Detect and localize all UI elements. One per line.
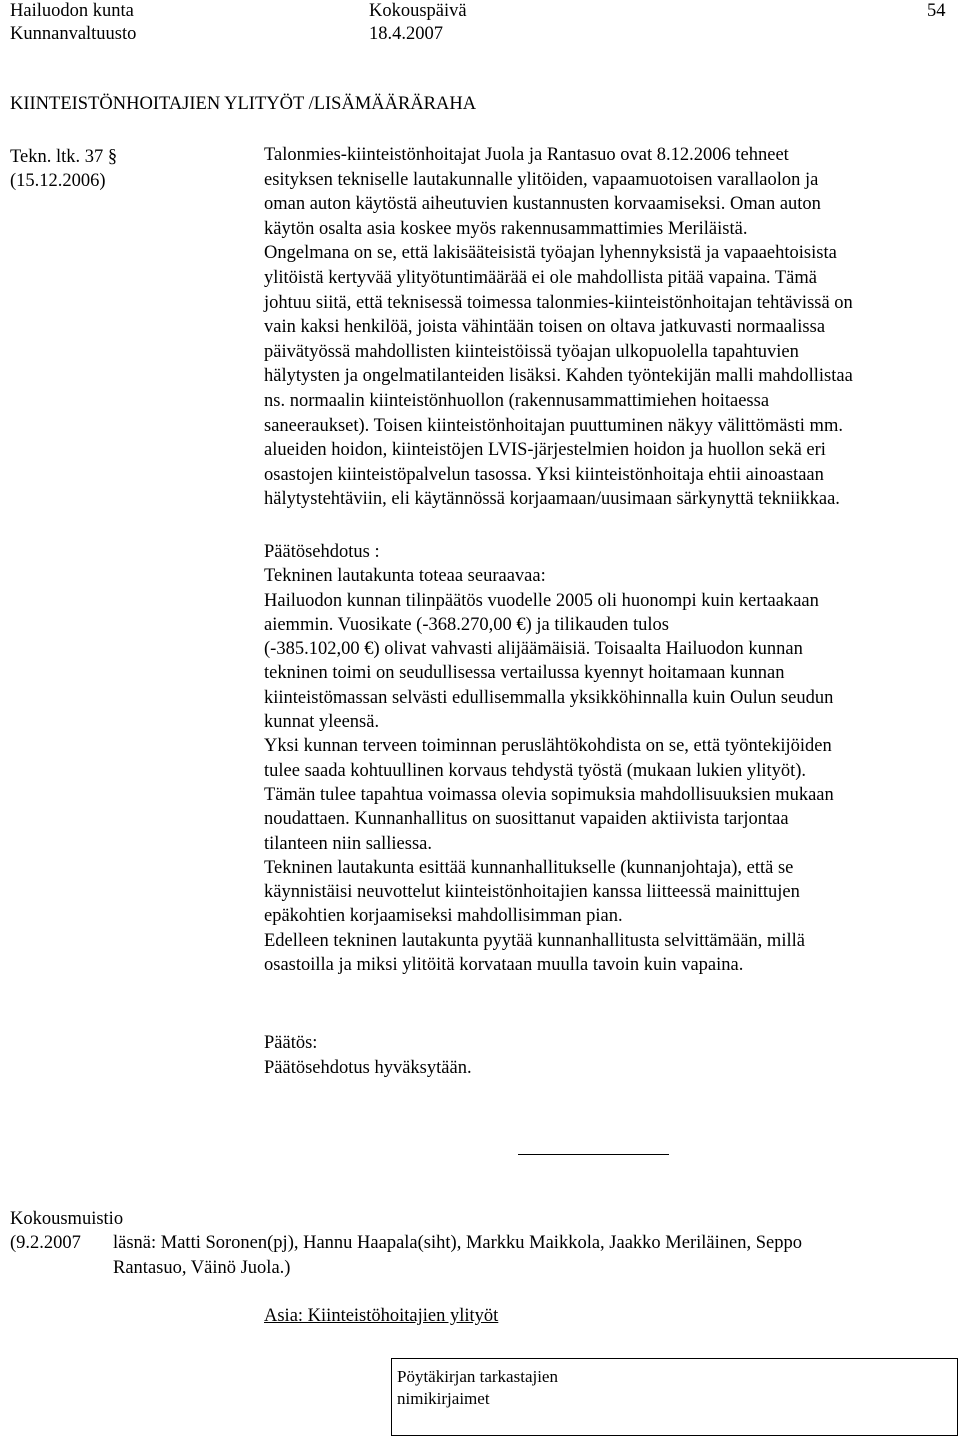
minutes-date: (9.2.2007 [10,1233,81,1253]
meeting-date-label: Kokouspäivä [369,1,467,21]
body-line: saneeraukset). Toisen kiinteistönhoitajan puuttuminen näkyy välittömästi mm. [264,415,843,436]
header-left [10,0,136,46]
separator-line [518,1154,669,1155]
proposal-line: kiinteistömassan selvästi edullisemmalla yksikköhinnalla kuin Oulun seudun [264,687,834,708]
header-center [369,0,467,46]
section-title: KIINTEISTÖNHOITAJIEN YLITYÖT /LISÄMÄÄRÄRAHA [10,94,477,114]
proposal-line: kunnat yleensä. [264,712,380,733]
page-number: 54 [927,1,946,21]
organization-name: Hailuodon kunta [10,1,134,21]
decision-label: Päätös: [264,1033,318,1053]
signature-label-line-2: nimikirjaimet [397,1389,490,1408]
council-name: Kunnanvaltuusto [10,24,137,44]
minutes-label: Kokousmuistio [10,1209,124,1229]
decision-section [264,1031,954,1080]
proposal-line: epäkohtien korjaamiseksi mahdollisimman pian. [264,906,623,927]
proposal-line: tekninen toimi on seudullisessa vertailussa kyennyt hoitamaan kunnan [264,663,785,684]
body-line: oman auton käytöstä aiheutuvien kustannusten korvaamiseksi. Oman auton [264,194,821,215]
reference-block [10,146,117,193]
signature-box-label [397,1366,558,1410]
subject-line: Asia: Kiinteistöhoitajien ylityöt [264,1306,499,1326]
reference-line-2: (15.12.2006) [10,170,106,191]
body-line: hälytysten ja ongelmatilanteiden lisäksi. Kahden työntekijän malli mahdollistaa [264,366,853,387]
proposal-line: tulee saada kohtuullinen korvaus tehdystä työstä (mukaan lukien ylityöt). [264,760,807,781]
body-line: käytön osalta asia koskee myös rakennusammattimies Meriläistä. [264,218,748,239]
header-right [927,0,946,23]
proposal-label: Päätösehdotus : [264,542,380,562]
body-line: Talonmies-kiinteistönhoitajat Juola ja Rantasuo ovat 8.12.2006 tehneet [264,145,789,165]
meeting-date: 18.4.2007 [369,24,443,44]
body-line: alueiden hoidon, kiinteistöjen LVIS-järjestelmien hoidon ja huollon sekä eri [264,440,826,461]
proposal-line: Edelleen tekninen lautakunta pyytää kunnanhallitusta selvittämään, millä [264,930,805,951]
body-line: päivätyössä mahdollisten kiinteistöissä työajan ulkopuolella tapahtuvien [264,341,799,362]
proposal-line: noudattaen. Kunnanhallitus on suosittanut vapaiden aktiivista tarjontaa [264,809,789,830]
body-line: ylitöistä kertyvää ylityötuntimäärää ei ole mahdollista pitää vapaina. Tämä [264,267,817,288]
proposal-line: Tekninen lautakunta toteaa seuraavaa: [264,566,546,587]
proposal-line: Tekninen lautakunta esittää kunnanhallitukselle (kunnanjohtaja), että se [264,857,794,878]
proposal-line: aiemmin. Vuosikate (-368.270,00 €) ja tilikauden tulos [264,614,669,635]
body-line: osastojen kiinteistöpalvelun tasossa. Yksi kiinteistönhoitaja ehtii ainoastaan [264,464,824,485]
signature-label-line-1: Pöytäkirjan tarkastajien [397,1367,558,1386]
body-paragraph [264,143,954,512]
body-line: vain kaksi henkilöä, joista vähintään toisen on oltava jatkuvasti normaalissa [264,317,826,338]
proposal-line: Yksi kunnan terveen toiminnan peruslähtökohdista on se, että työntekijöiden [264,736,832,757]
proposal-line: Tämän tulee tapahtua voimassa olevia sopimuksia mahdollisuuksien mukaan [264,784,834,805]
minutes-attendees [113,1231,802,1281]
reference-line-1: Tekn. ltk. 37 § [10,147,118,167]
proposal-section [264,540,954,977]
attendees-line-1: läsnä: Matti Soronen(pj), Hannu Haapala(siht), Markku Maikkola, Jaakko Meriläinen, Seppo [113,1233,802,1253]
proposal-line: Hailuodon kunnan tilinpäätös vuodelle 2005 oli huonompi kuin kertaakaan [264,590,819,611]
decision-text: Päätösehdotus hyväksytään. [264,1057,472,1078]
proposal-line: (-385.102,00 €) olivat vahvasti alijäämäisiä. Toisaalta Hailuodon kunnan [264,639,803,660]
body-line: hälytystehtäviin, eli käytännössä korjaamaan/uusimaan särkynyttä tekniikkaa. [264,489,840,510]
body-line: johtuu siitä, että teknisessä toimessa talonmies-kiinteistönhoitajan tehtävissä on [264,292,853,313]
proposal-line: osastoilla ja miksi ylitöitä korvataan muulla tavoin kuin vapaina. [264,955,744,976]
body-line: Ongelmana on se, että lakisääteisistä työajan lyhennyksistä ja vapaaehtoisista [264,243,837,264]
proposal-line: käynnistäisi neuvottelut kiinteistönhoitajien kanssa liitteessä mainittujen [264,882,800,903]
body-line: esityksen tekniselle lautakunnalle ylitöiden, vapaamuotoisen varallaolon ja [264,169,819,190]
body-line: ns. normaalin kiinteistönhuollon (rakennusammattimiehen hoitaessa [264,390,770,411]
proposal-line: tilanteen niin salliessa. [264,833,432,854]
attendees-line-2: Rantasuo, Väinö Juola.) [113,1258,291,1278]
